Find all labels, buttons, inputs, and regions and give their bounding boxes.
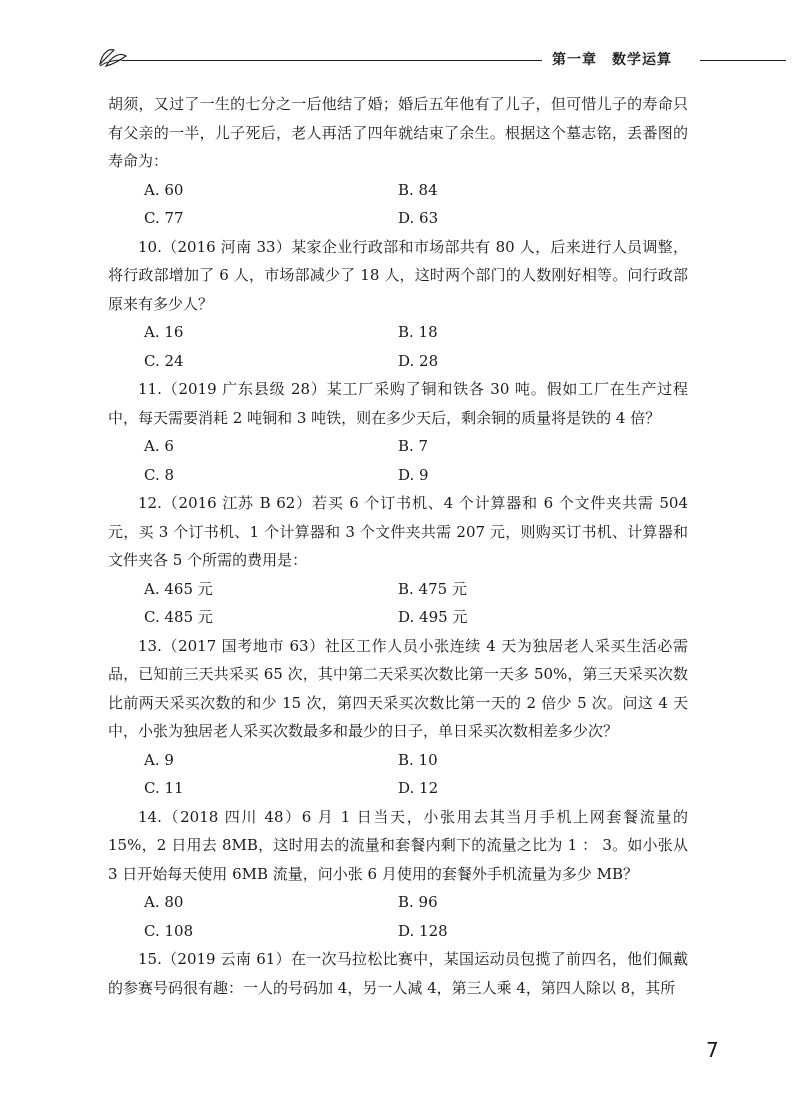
option-c: C. 77 — [144, 209, 184, 227]
option-row — [108, 318, 688, 347]
option-a: A. 9 — [144, 750, 174, 769]
option-d: D. 12 — [398, 779, 439, 797]
option-c: C. 24 — [144, 351, 184, 370]
option-row — [108, 888, 688, 917]
option-row — [108, 432, 688, 461]
option-d: D. 495 元 — [398, 608, 468, 626]
option-a: A. 6 — [144, 437, 174, 455]
option-row — [108, 204, 688, 233]
option-c: C. 108 — [144, 921, 194, 940]
option-a: A. 16 — [144, 323, 184, 341]
option-b: B. 18 — [398, 323, 438, 341]
option-c: C. 485 元 — [144, 608, 213, 626]
option-row — [108, 603, 688, 632]
question-13: 13.（2017 国考地市 63）社区工作人员小张连续 4 天为独居老人采买生活必需品，已知前三天共采买 65 次，其中第二天采买次数比第一天多 50%，第三天采买次数比前两天采买次数的和少 15 次，第四天采买次数比第一天的 2 倍少 5 次。问这 4 天中，小张为独居老人采买次数最多和最少的日子，单日采买次数相差多少次？ — [108, 636, 688, 740]
question-11: 11.（2019 广东县级 28）某工厂采购了铜和铁各 30 吨。假如工厂在生产过程中，每天需要消耗 2 吨铜和 3 吨铁，则在多少天后，剩余铜的质量将是铁的 4 倍？ — [108, 380, 688, 427]
option-b: B. 475 元 — [398, 579, 467, 598]
option-a: A. 465 元 — [144, 579, 213, 598]
option-b: B. 10 — [398, 750, 438, 769]
option-b: B. 96 — [398, 893, 438, 911]
option-d: D. 9 — [398, 465, 429, 484]
continuation-text: 胡须，又过了一生的七分之一后他结了婚；婚后五年他有了儿子，但可惜儿子的寿命只有父亲的一半，儿子死后，老人再活了四年就结束了余生。根据这个墓志铭，丢番图的寿命为： — [108, 95, 688, 170]
chapter-title: 第一章 数学运算 — [552, 52, 672, 68]
option-row — [108, 176, 688, 205]
question-12: 12.（2016 江苏 B 62）若买 6 个订书机、4 个计算器和 6 个文件夹共需 504 元，买 3 个订书机、1 个计算器和 3 个文件夹共需 207 元，则购买订书机、计算器和文件夹各 5 个所需的费用是： — [108, 494, 688, 569]
option-row — [108, 746, 688, 775]
option-a: A. 80 — [144, 893, 184, 911]
option-a: A. 60 — [144, 180, 184, 199]
option-d: D. 28 — [398, 351, 439, 370]
option-c: C. 8 — [144, 465, 175, 484]
question-10: 10.（2016 河南 33）某家企业行政部和市场部共有 80 人，后来进行人员调整，将行政部增加了 6 人，市场部减少了 18 人，这时两个部门的人数刚好相等。问行政部原来有多少人？ — [108, 237, 688, 313]
option-row — [108, 575, 688, 604]
option-c: C. 11 — [144, 779, 184, 797]
option-d: D. 128 — [398, 921, 448, 940]
page-header — [96, 40, 786, 80]
page-content — [108, 90, 688, 1002]
question-15: 15.（2019 云南 61）在一次马拉松比赛中，某国运动员包揽了前四名，他们佩戴的参赛号码很有趣：一人的号码加 4，另一人减 4，第三人乘 4，第四人除以 8，其所 — [108, 950, 688, 997]
option-b: B. 7 — [398, 437, 429, 455]
option-row — [108, 917, 688, 946]
header-rule-right — [700, 60, 786, 61]
option-d: D. 63 — [398, 209, 439, 227]
header-rule-left — [122, 60, 542, 61]
option-row — [108, 774, 688, 803]
question-14: 14.（2018 四川 48）6 月 1 日当天，小张用去其当月手机上网套餐流量的 15%，2 日用去 8MB，这时用去的流量和套餐内剩下的流量之比为 1 ： 3。如小张从 3 日开始每天使用 6MB 流量，问小张 6 月使用的套餐外手机流量为多少 MB？ — [108, 807, 688, 883]
option-row — [108, 461, 688, 490]
option-row — [108, 347, 688, 376]
page-number: 7 — [706, 1038, 719, 1062]
option-b: B. 84 — [398, 180, 438, 199]
leaf-ornament-icon — [96, 40, 130, 70]
